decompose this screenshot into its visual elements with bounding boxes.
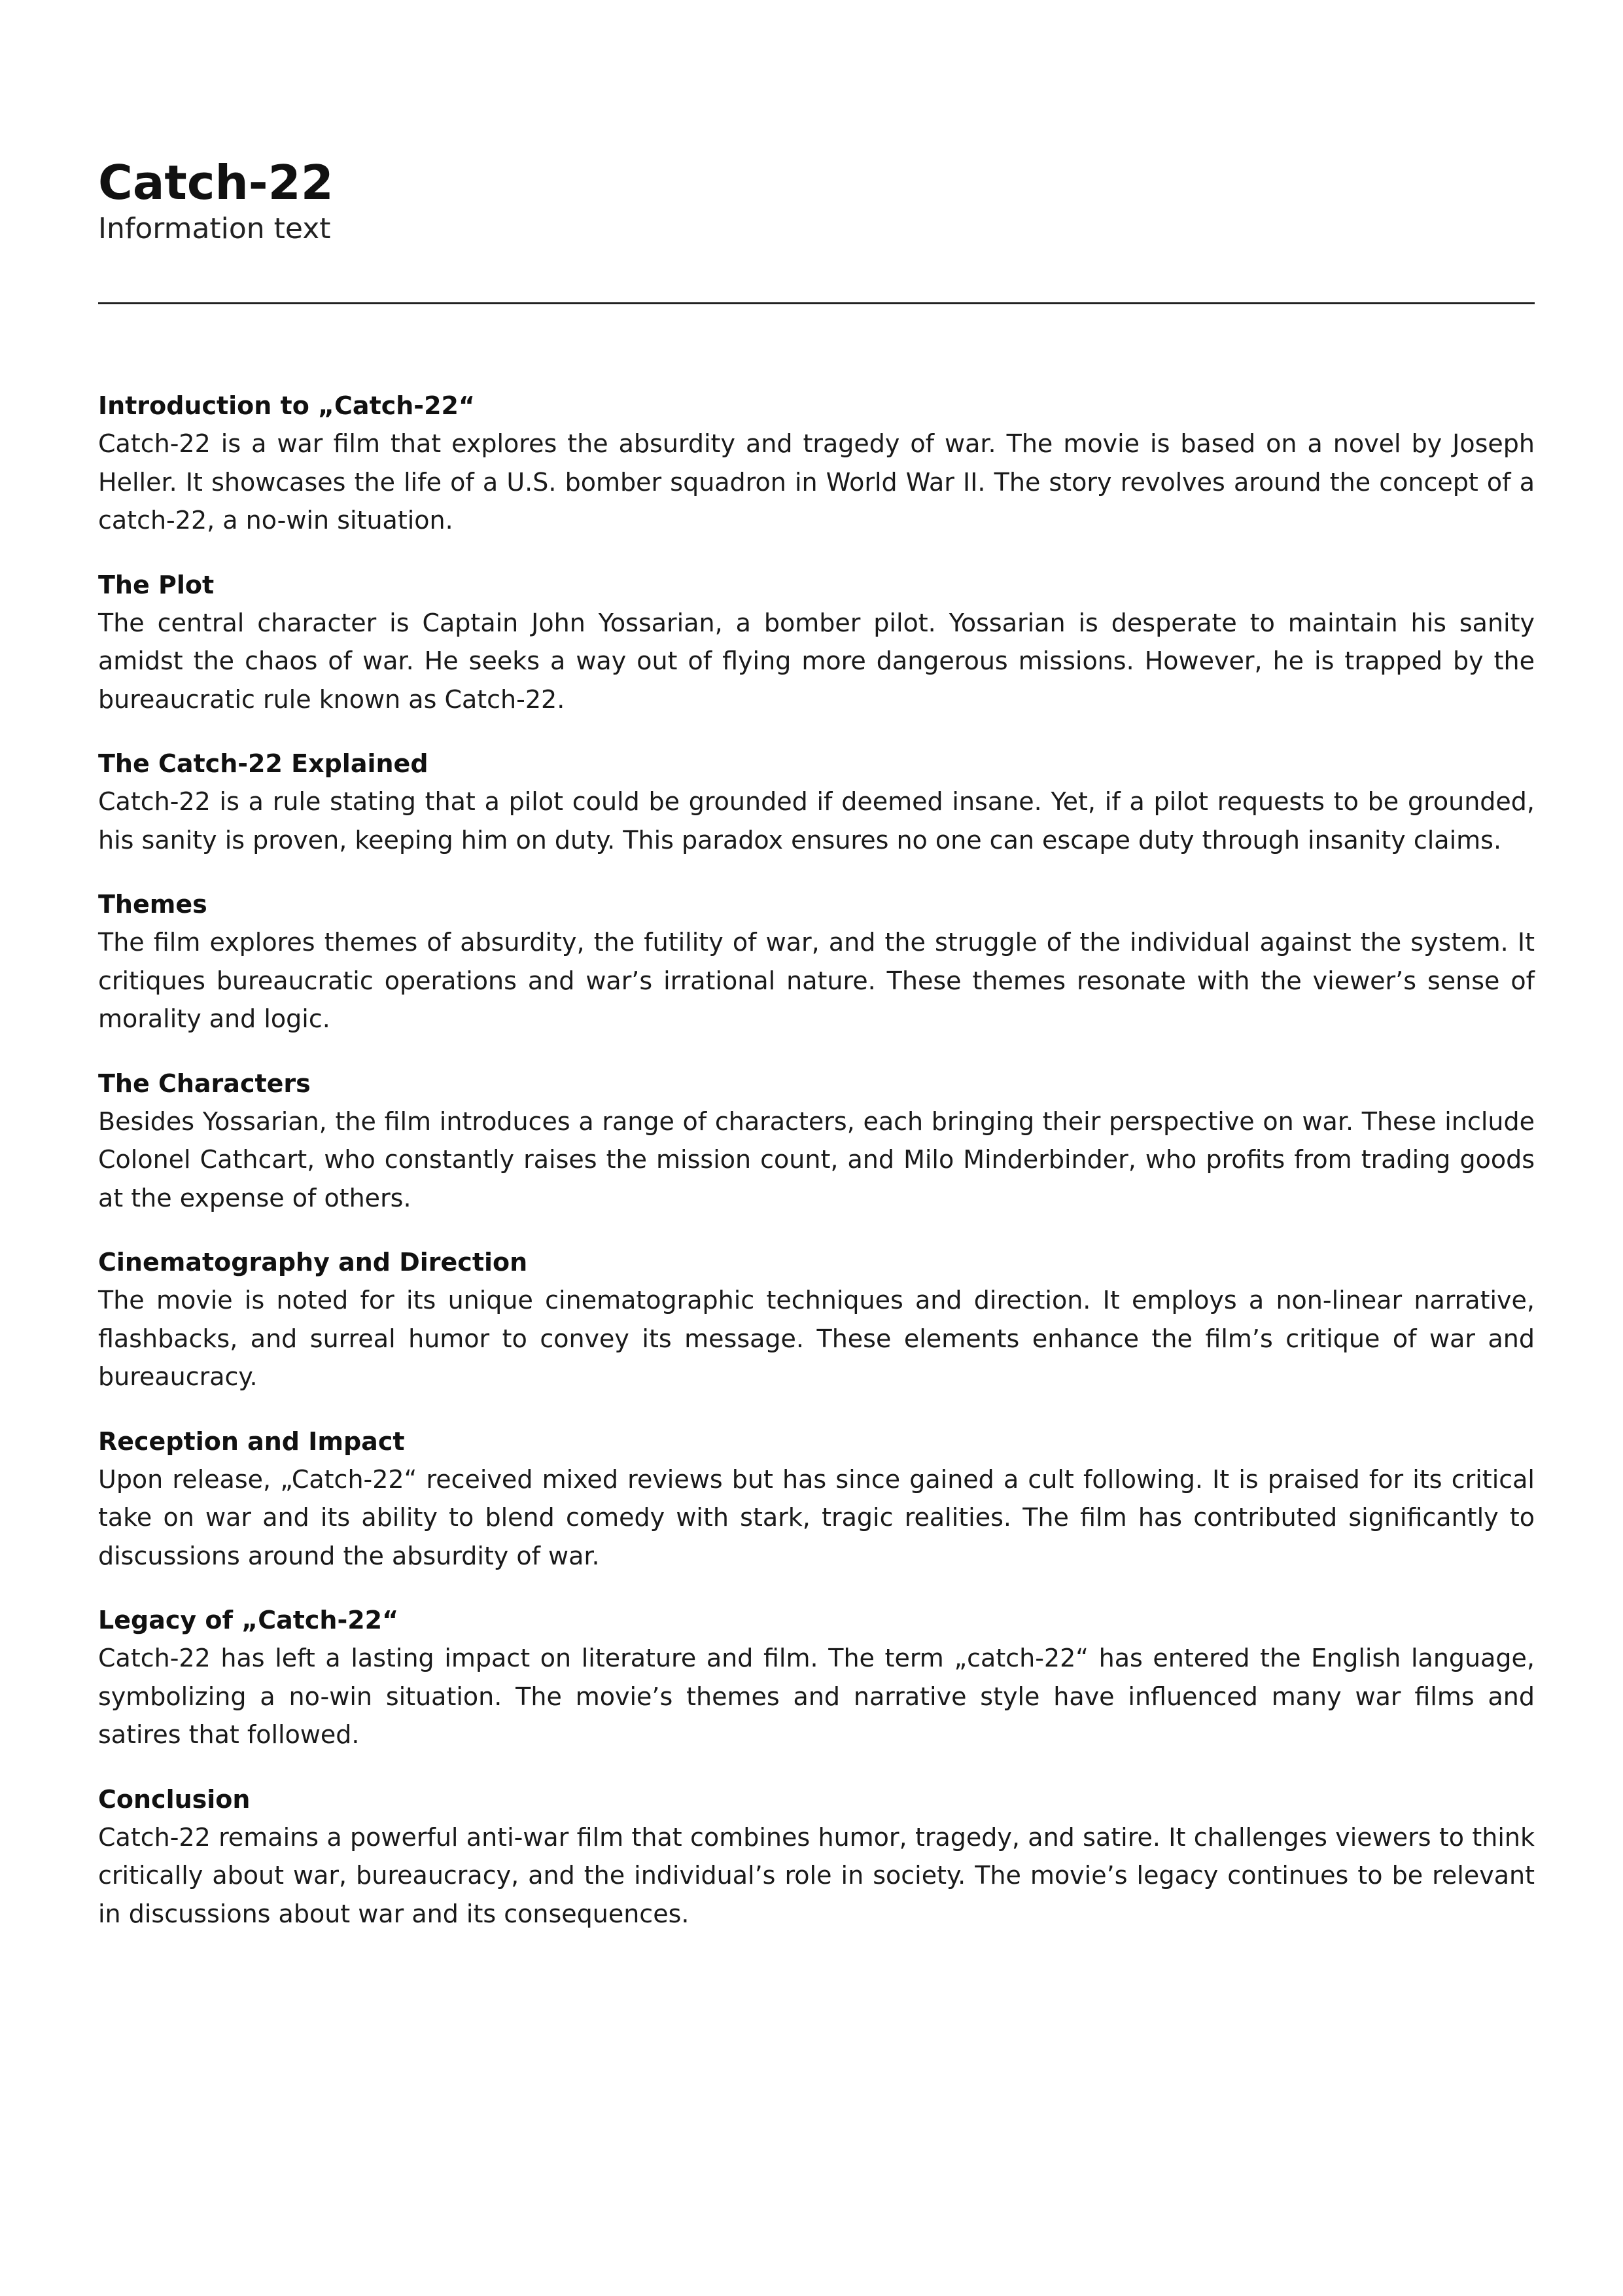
section-heading: The Characters	[98, 1069, 311, 1098]
section-body: Catch-22 has left a lasting impact on literature and film. The term „catch-22“ has entered the English language, symbolizing a no-win situation. The movie’s themes and narrative style have influenced many war films and satires that followed.	[98, 1644, 1535, 1750]
document-title: Catch-22	[98, 155, 334, 210]
section-heading: Cinematography and Direction	[98, 1248, 528, 1277]
title-divider	[98, 302, 1535, 304]
section-body: Catch-22 is a rule stating that a pilot could be grounded if deemed insane. Yet, if a pilot requests to be grounded, his sanity is proven, keeping him on duty. This paradox ensures no one can escape duty through insanity claims.	[98, 787, 1535, 855]
section-catch-22-explained	[98, 745, 1535, 859]
section-body: Catch-22 remains a powerful anti-war film that combines humor, tragedy, and satire. It challenges viewers to think critically about war, bureaucracy, and the individual’s role in society. The movie’s legacy continues to be relevant in discussions about war and its consequences.	[98, 1822, 1535, 1928]
section-body: Catch-22 is a war film that explores the absurdity and tragedy of war. The movie is based on a novel by Joseph Heller. It showcases the life of a U.S. bomber squadron in World War II. The story revolves around the concept of a catch-22, a no-win situation.	[98, 429, 1535, 535]
section-heading: Legacy of „Catch-22“	[98, 1606, 399, 1635]
document-subtitle: Information text	[98, 212, 331, 246]
section-conclusion	[98, 1780, 1535, 1934]
section-heading: Themes	[98, 890, 207, 919]
section-plot	[98, 566, 1535, 719]
section-heading: Reception and Impact	[98, 1426, 405, 1456]
section-body: The movie is noted for its unique cinematographic techniques and direction. It employs a non-linear narrative, flashbacks, and surreal humor to convey its message. These elements enhance the film’s critique of war and bureaucracy.	[98, 1286, 1535, 1392]
section-heading: Introduction to „Catch-22“	[98, 391, 475, 421]
section-heading: The Catch-22 Explained	[98, 749, 428, 779]
document-page	[98, 157, 1535, 1959]
section-body: The film explores themes of absurdity, the futility of war, and the struggle of the individual against the system. It critiques bureaucratic operations and war’s irrational nature. These themes resonate with the viewer’s sense of morality and logic.	[98, 928, 1535, 1034]
section-body: Besides Yossarian, the film introduces a range of characters, each bringing their perspective on war. These include Colonel Cathcart, who constantly raises the mission count, and Milo Minderbinder, who profits from trading goods at the expense of others.	[98, 1106, 1535, 1212]
section-reception	[98, 1422, 1535, 1576]
section-heading: Conclusion	[98, 1784, 251, 1814]
section-body: The central character is Captain John Yossarian, a bomber pilot. Yossarian is desperate to maintain his sanity amidst the chaos of war. He seeks a way out of flying more dangerous missions. However, he is trapped by the bureaucratic rule known as Catch-22.	[98, 608, 1535, 714]
section-legacy	[98, 1601, 1535, 1754]
section-introduction	[98, 387, 1535, 540]
section-heading: The Plot	[98, 570, 215, 599]
section-characters	[98, 1065, 1535, 1218]
section-body: Upon release, „Catch-22“ received mixed reviews but has since gained a cult following. It is praised for its critical take on war and its ability to blend comedy with stark, tragic realities. The film has contributed significantly to discussions around the absurdity of war.	[98, 1464, 1535, 1570]
section-cinematography	[98, 1243, 1535, 1396]
section-themes	[98, 885, 1535, 1038]
